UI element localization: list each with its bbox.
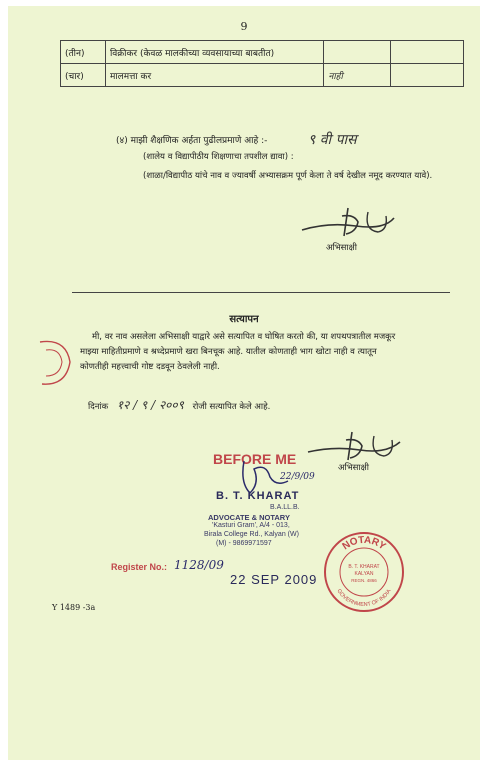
row-description: मालमत्ता कर <box>105 64 323 87</box>
register-label: Register No.: <box>111 562 168 572</box>
seal-top-text: NOTARY <box>340 534 388 553</box>
notary-title: ADVOCATE & NOTARY <box>208 513 290 522</box>
row-description: विक्रीकर (केवळ मालकीच्या व्यवसायाच्या बाबतीत) <box>105 41 323 64</box>
table-row <box>61 64 464 87</box>
register-date-stamp: 22 SEP 2009 <box>230 572 318 587</box>
notary-sign-date: 22/9/09 <box>280 472 315 482</box>
row-extra <box>391 64 464 87</box>
table-row <box>61 41 464 64</box>
notary-address-1: 'Kasturi Gram', A/4 - 013, <box>212 522 290 529</box>
notary-name: B. T. KHARAT <box>216 490 300 502</box>
verification-date-line <box>88 396 270 413</box>
date-handwritten: १२ / ९ / २००९ <box>116 398 184 412</box>
seal-center-place: KALYAN <box>354 571 374 577</box>
side-stamp-mark <box>36 336 76 390</box>
seal-bottom-text: GOVERNMENT OF INDIA <box>335 588 393 609</box>
form-code: Y 1489 -3a <box>52 603 96 612</box>
before-me-stamp: BEFORE ME <box>213 451 297 467</box>
deponent-signature-2 <box>304 430 404 464</box>
row-value <box>324 41 391 64</box>
register-number: 1128/09 <box>174 558 224 572</box>
document-page <box>8 6 480 760</box>
education-instruction-1: (शालेय व विद्यापीठीय शिक्षणाचा तपशील द्यावा) : <box>143 152 294 162</box>
verification-line-1: मी, वर नाव असलेला अभिसाक्षी याद्वारे असे सत्यापित व घोषित करतो की, या शपथपत्रातील मजकूर <box>92 332 396 342</box>
verification-heading: सत्यापन <box>229 314 259 325</box>
notary-mobile: (M) - 9869971597 <box>216 540 272 547</box>
page-number: 9 <box>240 20 248 33</box>
notary-seal <box>323 531 405 613</box>
education-heading: (४) माझी शैक्षणिक अर्हता पुढीलप्रमाणे आहे :- <box>116 136 268 146</box>
education-instruction-2: (शाळा/विद्यापीठ यांचे नाव व ज्यावर्षी अभ्यासक्रम पूर्ण केला ते वर्ष देखील नमूद करण्यात यावे). <box>143 171 433 181</box>
deponent-label-2: अभिसाक्षी <box>338 463 369 473</box>
liabilities-table <box>60 40 464 87</box>
verification-line-2: माझ्या माहितीप्रमाणे व श्रध्देप्रमाणे खरा बिनचूक आहे. यातील कोणताही भाग खोटा नाही व त्यातून <box>80 347 377 357</box>
row-number: (तीन) <box>61 41 106 64</box>
deponent-label-1: अभिसाक्षी <box>326 243 357 253</box>
verification-line-3: कोणतीही महत्त्वाची गोष्ट दडवून ठेवलेली नाही. <box>80 362 220 372</box>
date-prefix: दिनांक <box>88 402 109 412</box>
seal-center-name: B. T. KHARAT <box>348 564 380 570</box>
divider-line <box>72 292 450 293</box>
row-extra <box>391 41 464 64</box>
notary-qualification: B.A.LL.B. <box>270 504 300 511</box>
seal-center-regn: REGN. 4866 <box>351 578 377 583</box>
notary-address-2: Birala College Rd., Kalyan (W) <box>204 531 299 538</box>
row-value: नाही <box>324 64 391 87</box>
date-suffix: रोजी सत्यापित केले आहे. <box>192 402 271 412</box>
deponent-signature-1 <box>298 204 398 242</box>
education-handwritten: ९ वी पास <box>308 132 357 148</box>
row-number: (चार) <box>61 64 106 87</box>
